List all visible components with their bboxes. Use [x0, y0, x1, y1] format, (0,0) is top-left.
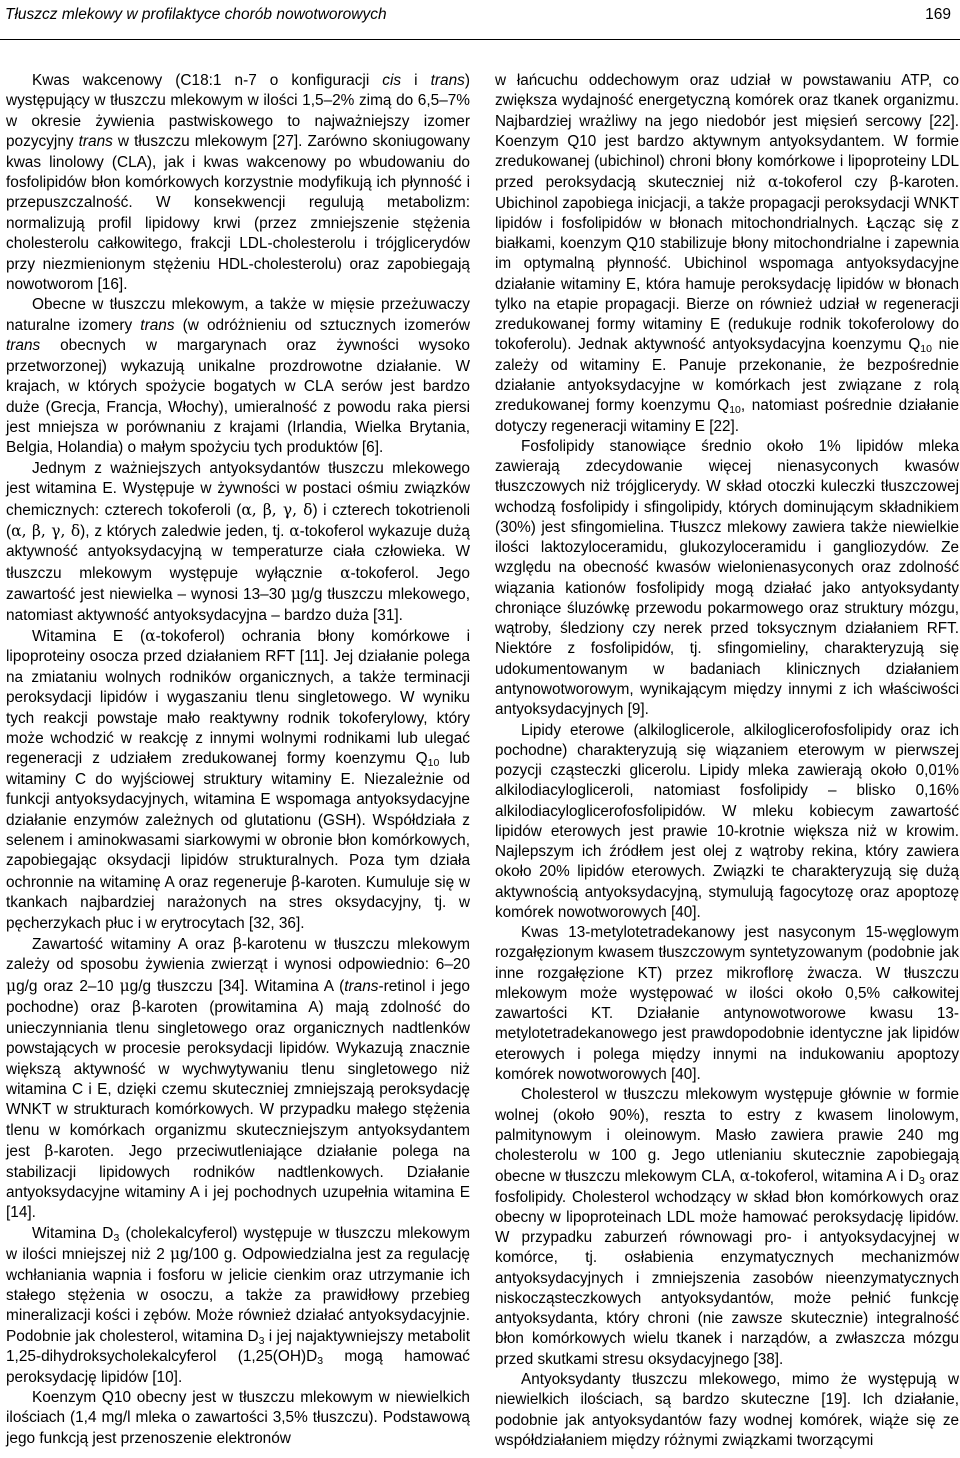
italic-text-run: cis — [382, 72, 402, 89]
right-column — [495, 71, 959, 1451]
text-run: -tokoferol czy — [778, 174, 890, 192]
greek-text-run: α — [767, 173, 779, 192]
subscript-run: 3 — [113, 1231, 120, 1244]
subscript-run: 10 — [427, 757, 440, 770]
body-paragraph — [6, 295, 470, 458]
text-run: i jej najaktywniejszy metabolit 1,25-dihydroksycholekalcyferol (1,25(OH)D — [6, 1327, 471, 1366]
subscript-run: 10 — [920, 343, 932, 356]
text-run: , natomiast pośrednie działanie dotyczy regeneracji witaminy E [22]. — [495, 397, 960, 435]
greek-text-run: α — [145, 626, 156, 645]
text-run: -karoten. Ubichinol zapobiega inicjacji, a także propagacji peroksydacji WNKT lipidów i fosfolipidów w błonach mitochondrialnych. Łącząc się z białkami, koenzym Q10 stabilizuje błony mitochondrialne i zapewnia im optymalną płynność. Ubichinol wspomaga antyoksydacyjne działanie witaminy E, która hamuje peroksydację lipidów w błonach tylko na etapie propagacji. Bierze on również udział w regeneracji zredukowanej formy witaminy E (redukuje rodnik tokoferolowy do tokoferolu). Jednak aktywność antyoksydacyjna koenzymu Q — [495, 174, 959, 354]
text-run: w łańcuchu oddechowym oraz udział w powstawaniu ATP, co zwiększa wydajność energetyczną komórek oraz tkanek organizmu. Najbardziej wrażliwy na jego niedobór jest mięsień sercowy [22]. Koenzym Q10 jest bardzo aktywnym antyoksydantem. W formie zredukowanej (ubichinol) chroni błony komórkowe i lipoproteiny LDL przed peroksydacją skuteczniej niż — [495, 72, 959, 192]
body-paragraph — [6, 1224, 470, 1388]
body-paragraph — [495, 437, 959, 721]
text-run: g/g oraz 2–10 — [16, 977, 120, 995]
greek-text-run: α, β, γ, δ — [241, 500, 313, 519]
text-run: g/100 g. Odpowiedzialna jest za regulację wchłaniania wapnia i fosforu w jelicie cienkim oraz utrzymanie ich stałego stężenia w osoczu, a także za prawidłowy przebieg mineralizacji kości i zębów. Może również działać antyoksydacyjnie. Podobnie jak cholesterol, witamina D — [6, 1246, 470, 1345]
page-number: 169 — [925, 6, 951, 23]
body-paragraph — [6, 459, 470, 626]
greek-text-run: β — [132, 998, 142, 1017]
text-run: mogą hamować peroksydację lipidów [10]. — [6, 1348, 471, 1386]
greek-text-run: μ — [119, 976, 130, 995]
text-run: -karoten. Jego przeciwutleniające działanie polega na stabilizacji lipidowych rodników nadtlenkowych. Działanie antyoksydacyjne witaminy A i jej pochodnych uzupełnia witamina E [14]. — [6, 1143, 470, 1222]
text-run: ) występujący w tłuszczu mlekowym w ilości 1,5–2% zimą do 6,5–7% w okresie żywienia pastwiskowego to najważniejszy izomer pozycyjny — [6, 72, 470, 151]
text-run: -karoten. Kumuluje się w tkankach najbardziej narażonych na stres oksydacyjny, tj. w pęcherzykach płuc i w erytrocytach [32, 36]. — [6, 873, 470, 932]
text-run: -retinol i jego pochodne) oraz — [6, 977, 470, 1017]
greek-text-run: μ — [290, 585, 301, 604]
text-run: -tokoferol, witamina A i D — [750, 1168, 919, 1186]
text-run: Obecne w tłuszczu mlekowym, a także w mięsie przeżuwaczy naturalne izomery — [6, 296, 470, 334]
text-run: (cholekalcyferol) występuje w tłuszczu mlekowym w ilości mniejszej niż 2 — [6, 1224, 471, 1264]
running-header — [5, 0, 951, 30]
text-run: -tokoferol. Jego zawartość jest niewielka – wynosi 13–30 — [6, 564, 470, 604]
italic-text-run: trans — [430, 72, 465, 89]
header-rule — [0, 39, 960, 40]
text-run: Antyoksydanty tłuszczu mlekowego, mimo że występują w niewielkich ilościach, są bardzo skuteczne [19]. Ich działanie, podobnie jak antyoksydantów fazy wodnej komórek, wiąże się ze współdziałaniem między różnymi związkami tworzącymi — [495, 1371, 959, 1449]
greek-text-run: β — [291, 872, 301, 891]
left-column — [6, 71, 470, 1449]
text-run: g/g tłuszczu [34]. Witamina A ( — [129, 977, 345, 995]
italic-text-run: trans — [344, 977, 379, 995]
greek-text-run: β — [44, 1142, 54, 1161]
body-paragraph — [495, 1370, 959, 1451]
body-paragraph — [495, 923, 959, 1085]
text-run: Jednym z ważniejszych antyoksydantów tłuszczu mlekowego jest witamina E. Występuje w żywności w postaci ośmiu związków chemicznych: czterech tokoferoli ( — [6, 459, 470, 519]
text-run: -karotenu w tłuszczu mlekowym zależy od sposobu żywienia zwierząt i wynosi odpowiednio: 6–20 — [6, 936, 470, 974]
text-run: ), z których zaledwie jeden, tj. — [80, 522, 290, 540]
text-run: lub witaminy C do wyjściowej struktury witaminy E. Niezależnie od funkcji antyoksydacyjnych, witamina E wspomaga antyoksydacyjne działanie enzymów zależnych od glutationu (GSH). Współdziała z selenem i aminokwasami siarkowymi w obronie błon komórkowych, zapobiegając oksydacji lipidów strukturalnych. Poza tym działa ochronnie na witaminę A oraz regeneruje — [6, 750, 470, 891]
text-run: Kwas 13-metylotetradekanowy jest nasyconym 15-węglowym rozgałęzionym kwasem tłuszczowym syntetyzowanym (podobnie jak inne rozgałęzione KT) przez mikroflorę żwacza. W tłuszczu mlekowym może występować w ilości około 0,5% całkowitej zawartości KT. Działanie antynowotworowe kwasu 13-metylotetradekanowego jest prawdopodobnie identyczne jak lipidów eterowych i polega między innymi na indukowaniu apoptozy komórek nowotworowych [40]. — [495, 924, 959, 1084]
text-run: w tłuszczu mlekowym [27]. Zarówno skoniugowany kwas linolowy (CLA), jak i kwas wakcenowy po wbudowaniu do fosfolipidów błon komórkowych korzystnie modyfikują ich płynność i przepuszczalność. W konsekwencji regulują metabolizm: normalizują profil lipidowy krwi (przez zmniejszenie stężenia cholesterolu całkowitego, frakcji LDL-cholesterolu i trójglicerydów przy niezmienionym stężeniu HDL-cholesterolu) oraz zapobiegają nowotworom [16]. — [6, 133, 470, 294]
text-run: -tokoferol wykazuje dużą aktywność antyoksydacyjną w temperaturze ciała człowieka. W tłuszczu mlekowym występuje wyłącznie — [6, 522, 470, 582]
text-run: Witamina D — [32, 1224, 114, 1242]
body-paragraph — [6, 1388, 470, 1449]
text-run: Fosfolipidy stanowiące średnio około 1% lipidów mleka zawierają zdecydowanie więcej nienasyconych kwasów tłuszczowych niż trójglicerydy. W skład otoczki kuleczki tłuszczowej wchodzą fosfolipidy i sfingolipidy, których dominującym składnikiem (30%) jest sfingomielina. Tłuszcz mlekowy zawiera także niewielkie ilości laktozyloceramidu, glukozyloceramidu i gangliozydów. Ze względu na obecność kwasów wielonienasyconych oraz zdolność wiązania kationów fosfolipidy mogą działać jako antyoksydanty chroniące śluzówkę przewodu pokarmowego oraz struktury mózgu, wątroby, śledziony czy nerek przed toksycznym działaniem RFT. Niektóre z fosfolipidów, tj. sfingomieliny, charakteryzują się udokumentowanym w badaniach klinicznych działaniem antynowotworowym, wynikającym między innymi z ich właściwości antyoksydacyjnych [9]. — [495, 437, 959, 719]
text-run: nie zależy od witaminy E. Panuje przekonanie, że bezpośrednie działanie antyoksydacyjne w komórkach jest związane z rolą zredukowanej formy koenzymu Q — [495, 336, 960, 415]
body-paragraph — [6, 71, 470, 295]
text-run: i — [401, 72, 431, 89]
text-run: g/g tłuszczu mlekowego, natomiast aktywność antyoksydacyjna – bardzo duża [31]. — [6, 586, 471, 624]
greek-text-run: μ — [6, 976, 17, 995]
subscript-run: 3 — [317, 1355, 324, 1368]
italic-text-run: trans — [6, 337, 41, 355]
text-run: -karoten (prowitamina A) mają zdolność do unieczynniania tlenu singletowego oraz organicznych nadtlenków powstających w procesie peroksydacji lipidów. Wykazują znacznie większą aktywność w wychwytywaniu tlenu singletowego niż witamina C i E, dzięki czemu skuteczniej zmniejszają peroksydację WNKT w strukturach komórkowych. W przypadku małego stężenia tlenu w komórkach organizmu skuteczniejszym antyoksydantem jest — [6, 999, 471, 1161]
text-run: Cholesterol w tłuszczu mlekowym występuje głównie w formie wolnej (około 90%), reszta to estry z kwasem linolowym, palmitynowym i oleinowym. Masło zawiera prawie 240 mg cholesterolu w 100 g. Jego utlenianiu skutecznie zapobiegają obecne w tłuszczu mlekowym CLA, — [495, 1086, 959, 1186]
greek-text-run: μ — [170, 1245, 181, 1264]
greek-text-run: α — [739, 1167, 751, 1186]
text-run: obecnych w margarynach oraz żywności wysoko przetworzonej) wykazują unikalne prozdrowotne działanie. W krajach, w których spożycie bogatych w CLA serów jest bardzo duże (Grecja, Francja, Włochy), umieralność z powodu raka piersi jest mniejsza w porównaniu z krajami (Irlandia, Wielka Brytania, Belgia, Holandia) o małym spożyciu tych produktów [6]. — [6, 337, 470, 457]
body-paragraph — [6, 934, 470, 1224]
text-run: ) i czterech tokotrienoli ( — [6, 501, 470, 540]
text-run: Koenzym Q10 obecny jest w tłuszczu mlekowym w niewielkich ilościach (1,4 mg/l mleka o zawartości 3,5% tłuszczu). Podstawową jego funkcją jest przenoszenie elektronów — [6, 1389, 470, 1447]
body-paragraph — [495, 1085, 959, 1370]
text-run: Zawartość witaminy A oraz — [32, 936, 233, 954]
greek-text-run: α — [289, 521, 300, 540]
body-paragraph — [495, 721, 959, 924]
subscript-run: 10 — [729, 404, 741, 417]
greek-text-run: α, β, γ, δ — [11, 521, 81, 540]
body-paragraph — [6, 626, 470, 934]
body-paragraph — [495, 71, 959, 437]
text-run: (w odróżnieniu od sztucznych izomerów — [174, 316, 471, 334]
running-title: Tłuszcz mlekowy w profilaktyce chorób nowotworowych — [5, 6, 387, 23]
greek-text-run: β — [889, 173, 899, 192]
italic-text-run: trans — [78, 133, 113, 151]
subscript-run: 3 — [258, 1334, 265, 1347]
subscript-run: 3 — [919, 1175, 925, 1188]
text-run: Kwas wakcenowy (C18:1 n-7 o konfiguracji — [32, 72, 383, 89]
text-run: -tokoferol) ochrania błony komórkowe i lipoproteiny osocza przed działaniem RFT [11]. Jej działanie polega na zmiataniu wolnych rodników organicznych, a także terminacji peroksydacji lipidów i wygaszaniu tlenu singletowego. W wyniku tych reakcji powstaje mało reaktywny rodnik tokoferylowy, który może wchodzić w reakcję z innymi wolnymi rodnikami lub ulegać regeneracji z udziałem zredukowanej formy koenzymu Q — [6, 627, 470, 768]
greek-text-run: β — [232, 935, 242, 954]
italic-text-run: trans — [140, 316, 175, 334]
text-run: oraz fosfolipidy. Cholesterol wchodzący w skład błon komórkowych oraz obecny w lipoproteinach LDL może hamować peroksydację lipidów. W przypadku zaburzeń równowagi pro- i antyoksydacyjnej w komórce, tj. osłabienia enzymatycznych mechanizmów antyoksydacyjnych i zmniejszenia zasobów nieenzymatycznych niskocząsteczkowych antyoksydantów, może pełnić funkcję antyoksydanta, który chroni (nie zawsze skutecznie) integralność błon komórkowych wielu tkanek i narządów, a zwłaszcza mózgu przed skutkami stresu oksydacyjnego [38]. — [495, 1168, 959, 1368]
text-run: Lipidy eterowe (alkiloglicerole, alkiloglicerofosfolipidy oraz ich pochodne) charakteryzują się wiązaniem eterowym w pierwszej pozycji cząsteczki glicerolu. Lipidy mleka zawierają około 0,01% alkilodiacylogliceroli, natomiast fosfolipidy – blisko 0,16% alkilodiacyloglicerofosfolipidów. W mleku kobiecym zawartość lipidów eterowych jest prawie 10-krotnie większa niż w krowim. Najlepszym ich źródłem jest olej z wątroby rekina, który zawiera około 20% lipidów eterowych. Związki te charakteryzują się dużą aktywnością antyoksydacyjną, stymulują fagocytozę oraz apoptozę komórek nowotworowych [40]. — [495, 721, 959, 921]
text-run: Witamina E ( — [32, 627, 146, 645]
greek-text-run: α — [340, 563, 351, 582]
